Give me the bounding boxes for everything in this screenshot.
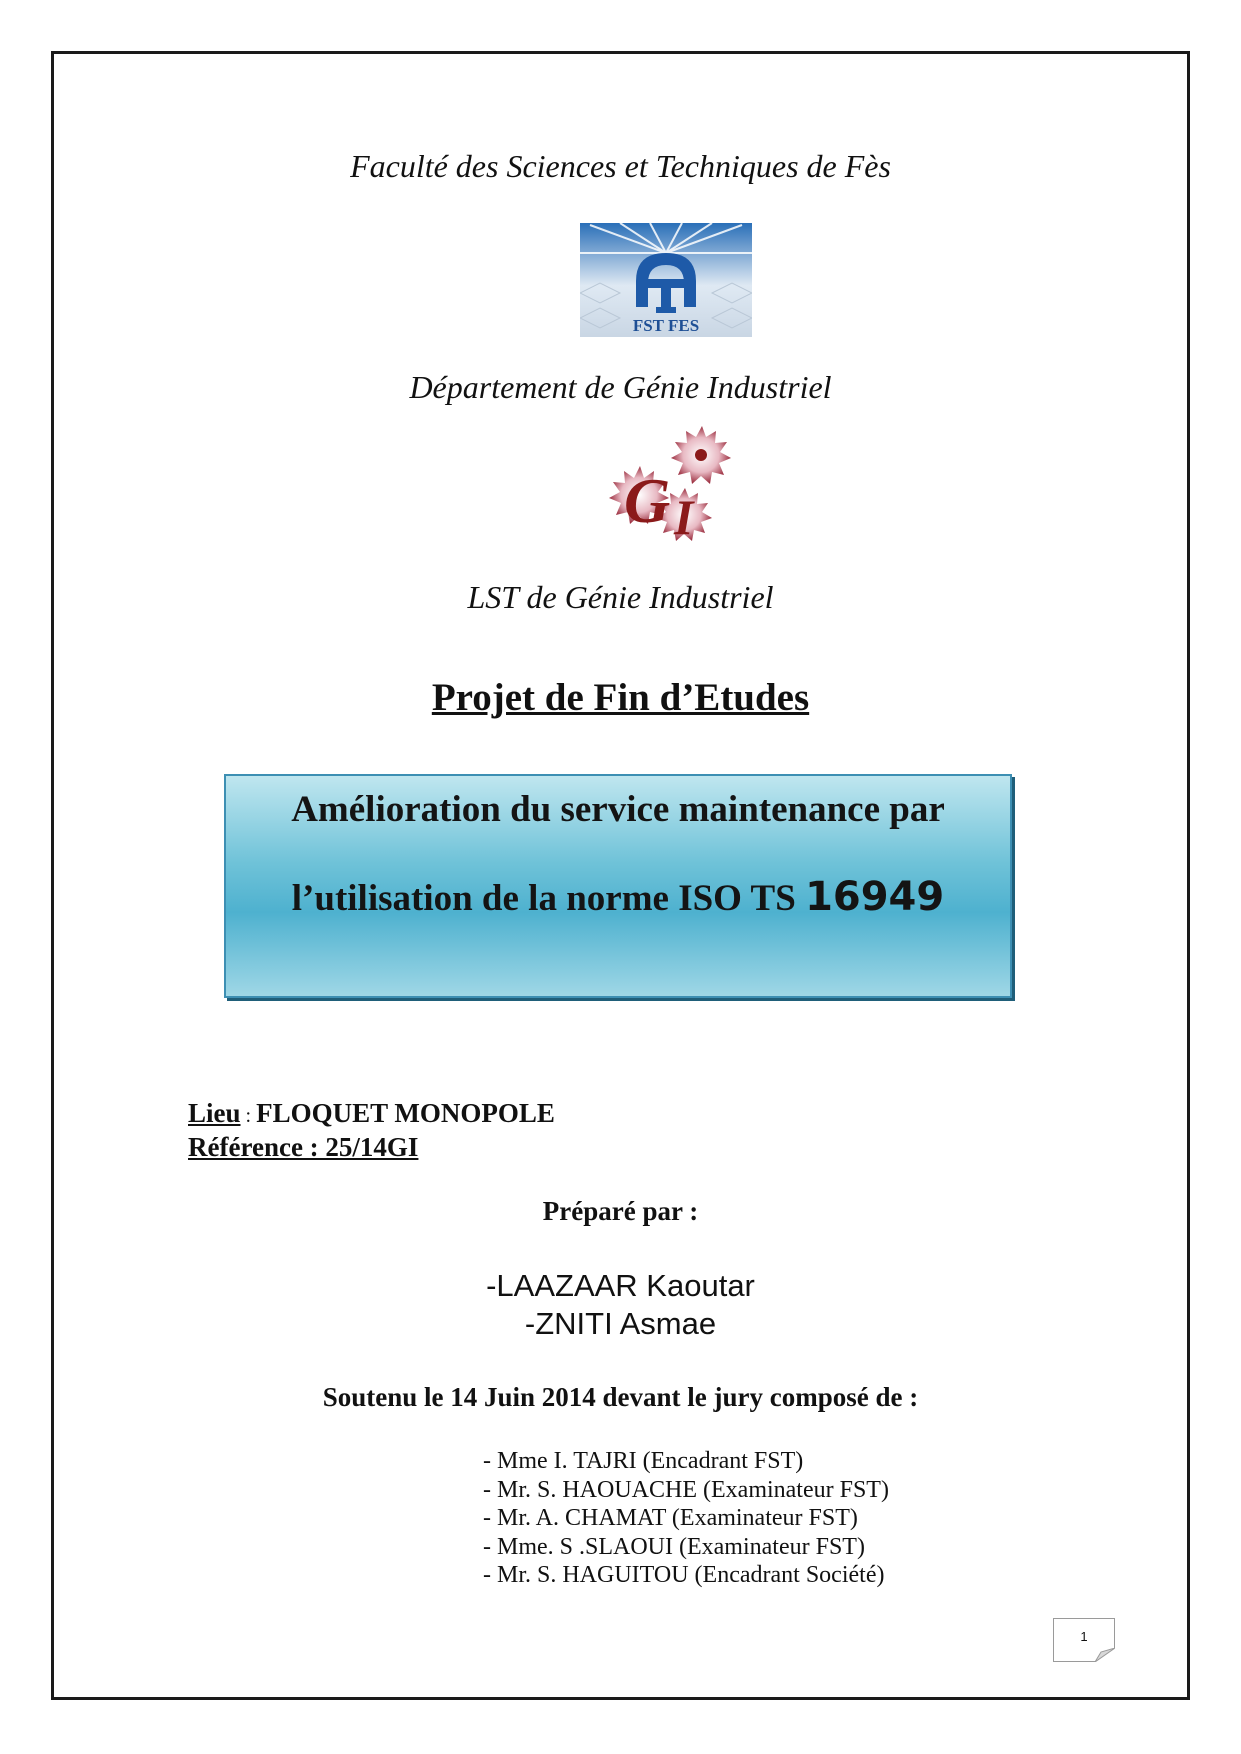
jury-member: - Mr. S. HAOUACHE (Examinateur FST) bbox=[483, 1476, 889, 1503]
location-line bbox=[188, 1098, 555, 1129]
jury-member: - Mme I. TAJRI (Encadrant FST) bbox=[483, 1448, 804, 1474]
faculty-name: Faculté des Sciences et Techniques de Fès bbox=[350, 148, 891, 184]
fst-fes-logo bbox=[580, 223, 752, 337]
svg-text:I: I bbox=[674, 489, 694, 545]
title-line-2 bbox=[226, 874, 1010, 920]
title-box bbox=[224, 774, 1012, 998]
author-1: -LAAZAAR Kaoutar bbox=[486, 1268, 755, 1303]
svg-text:FST FES: FST FES bbox=[632, 316, 700, 335]
title-line-2-text: l’utilisation de la norme ISO TS bbox=[291, 878, 806, 919]
reference-line: Référence : 25/14GI bbox=[188, 1132, 419, 1162]
author-2: -ZNITI Asmae bbox=[524, 1306, 717, 1341]
document-type: Projet de Fin d’Etudes bbox=[431, 676, 810, 719]
svg-text:G: G bbox=[624, 465, 671, 536]
jury-member: - Mr. A. CHAMAT (Examinateur FST) bbox=[483, 1505, 858, 1531]
jury-member: - Mr. S. HAGUITOU (Encadrant Société) bbox=[483, 1562, 885, 1588]
title-number: 16949 bbox=[805, 874, 945, 920]
page-number-text: 1 bbox=[1080, 1629, 1088, 1644]
defense-statement: Soutenu le 14 Juin 2014 devant le jury composé de : bbox=[322, 1382, 919, 1412]
department-name: Département de Génie Industriel bbox=[409, 369, 832, 405]
location-separator: : bbox=[240, 1105, 257, 1127]
location-label: Lieu bbox=[188, 1098, 241, 1128]
jury-list bbox=[483, 1447, 889, 1590]
location-value: FLOQUET MONOPOLE bbox=[256, 1098, 555, 1128]
page-number bbox=[1053, 1618, 1115, 1662]
prepared-by-label: Préparé par : bbox=[542, 1196, 699, 1226]
program-name: LST de Génie Industriel bbox=[467, 579, 774, 615]
jury-member: - Mme. S .SLAOUI (Examinateur FST) bbox=[483, 1533, 865, 1560]
gi-logo bbox=[590, 426, 740, 556]
title-line-1: Amélioration du service maintenance par bbox=[291, 789, 945, 830]
page-curl-icon bbox=[1095, 1648, 1115, 1662]
